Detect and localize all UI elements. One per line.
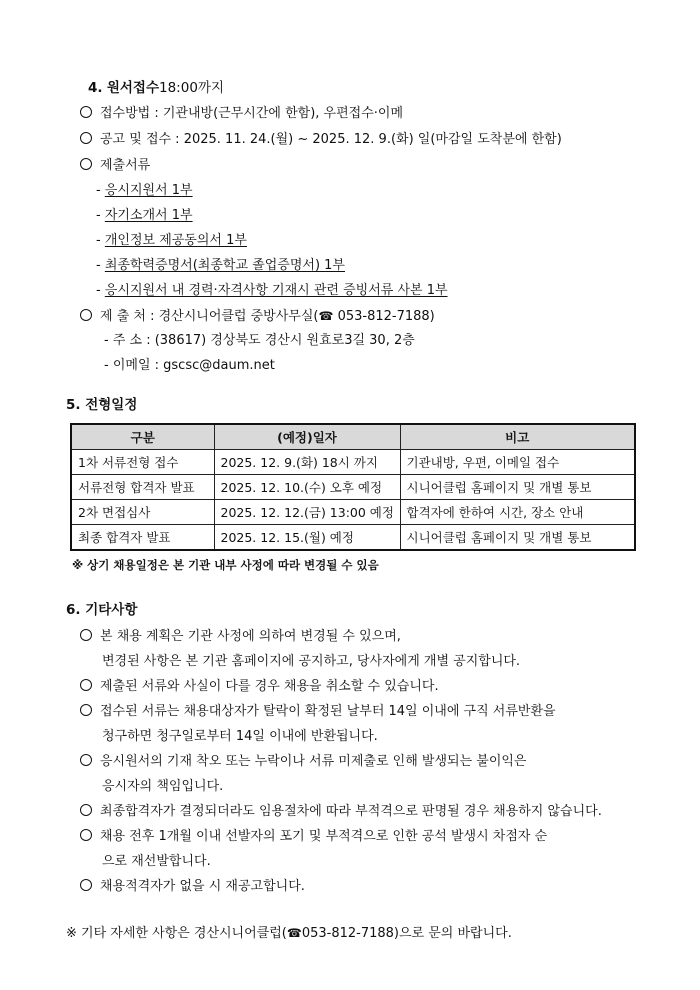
section5-heading: 5. 전형일정 (66, 397, 138, 413)
note-item: 응시원서의 기재 착오 또는 누락이나 서류 미제출로 인해 발생되는 불이익은 (80, 753, 527, 771)
table-cell: 2025. 12. 9.(화) 18시 까지 (214, 450, 400, 475)
section4-period: 공고 및 접수 : 2025. 11. 24.(월) ~ 2025. 12. 9.(화) 일(마감일 도착분에 한함) (80, 131, 562, 149)
table-cell: 기관내방, 우편, 이메일 접수 (400, 450, 635, 475)
doc-item: - 최종학력증명서(최종학교 졸업증명서) 1부 (96, 258, 345, 273)
section4-number: 4. (88, 80, 103, 96)
table-header-row (71, 424, 635, 450)
doc-item: - 응시지원서 1부 (96, 183, 193, 198)
schedule-table (70, 423, 636, 551)
circle-bullet-icon (80, 879, 92, 891)
footer-contact: ※ 기타 자세한 사항은 경산시니어클럽(☎053-812-7188)으로 문의 바랍니다. (66, 926, 512, 941)
circle-bullet-icon (80, 158, 92, 170)
table-cell: 시니어클럽 홈페이지 및 개별 통보 (400, 525, 635, 551)
table-cell: 서류전형 합격자 발표 (71, 475, 214, 500)
section4-docs-heading: 제출서류 (80, 157, 150, 175)
note-item: 접수된 서류는 채용대상자가 탈락이 확정된 날부터 14일 이내에 구직 서류반환을 (80, 703, 556, 721)
table-row (71, 475, 635, 500)
table-cell: 합격자에 한하여 시간, 장소 안내 (400, 500, 635, 525)
phone-icon: ☎ (318, 309, 334, 323)
circle-bullet-icon (80, 704, 92, 716)
table-cell: 2025. 12. 15.(월) 예정 (214, 525, 400, 551)
note-item: 본 채용 계획은 기관 사정에 의하여 변경될 수 있으며, (80, 628, 401, 646)
circle-bullet-icon (80, 804, 92, 816)
circle-bullet-icon (80, 309, 92, 321)
note-item-cont: 청구하면 청구일로부터 14일 이내에 반환됩니다. (102, 729, 378, 744)
circle-bullet-icon (80, 629, 92, 641)
note-item-cont: 응시자의 책임입니다. (102, 779, 224, 794)
doc-item: - 자기소개서 1부 (96, 208, 193, 223)
section4-email: - 이메일 : gscsc@daum.net (104, 358, 275, 373)
table-row (71, 525, 635, 551)
column-header: 구분 (71, 424, 214, 450)
section4-title: 원서접수 (106, 80, 159, 96)
note-item-cont: 으로 재선발합니다. (102, 854, 211, 869)
table-cell: 최종 합격자 발표 (71, 525, 214, 551)
table-cell: 1차 서류전형 접수 (71, 450, 214, 475)
section4-method: 접수방법 : 기관내방(근무시간에 한함), 우편접수·이메 (80, 105, 403, 123)
table-cell: 시니어클럽 홈페이지 및 개별 통보 (400, 475, 635, 500)
doc-item: - 개인정보 제공동의서 1부 (96, 233, 247, 248)
section4-address: - 주 소 : (38617) 경상북도 경산시 원효로3길 30, 2층 (104, 333, 415, 348)
note-item: 최종합격자가 결정되더라도 임용절차에 따라 부적격으로 판명될 경우 채용하지 않습니다. (80, 803, 602, 821)
section6-heading: 6. 기타사항 (66, 602, 138, 618)
note-item: 제출된 서류와 사실이 다를 경우 채용을 취소할 수 있습니다. (80, 678, 439, 696)
table-row (71, 450, 635, 475)
doc-item: - 응시지원서 내 경력·자격사항 기재시 관련 증빙서류 사본 1부 (96, 283, 448, 298)
note-item: 채용적격자가 없을 시 재공고합니다. (80, 878, 305, 896)
circle-bullet-icon (80, 679, 92, 691)
section4-heading (88, 79, 224, 97)
table-cell: 2차 면접심사 (71, 500, 214, 525)
section4-title-suffix: 18:00까지 (159, 80, 224, 96)
circle-bullet-icon (80, 106, 92, 118)
column-header: 비고 (400, 424, 635, 450)
phone-icon: ☎ (286, 926, 302, 940)
note-item-cont: 변경된 사항은 본 기관 홈페이지에 공지하고, 당사자에게 개별 공지합니다. (102, 654, 521, 669)
schedule-note: ※ 상기 채용일정은 본 기관 내부 사정에 따라 변경될 수 있음 (72, 558, 379, 572)
circle-bullet-icon (80, 754, 92, 766)
note-item: 채용 전후 1개월 이내 선발자의 포기 및 부적격으로 인한 공석 발생시 차점자 순 (80, 828, 547, 846)
circle-bullet-icon (80, 829, 92, 841)
table-cell: 2025. 12. 12.(금) 13:00 예정 (214, 500, 400, 525)
column-header: (예정)일자 (214, 424, 400, 450)
table-row (71, 500, 635, 525)
table-cell: 2025. 12. 10.(수) 오후 예정 (214, 475, 400, 500)
section4-submit-to: 제 출 처 : 경산시니어클럽 중방사무실(☎ 053-812-7188) (80, 307, 435, 326)
circle-bullet-icon (80, 132, 92, 144)
